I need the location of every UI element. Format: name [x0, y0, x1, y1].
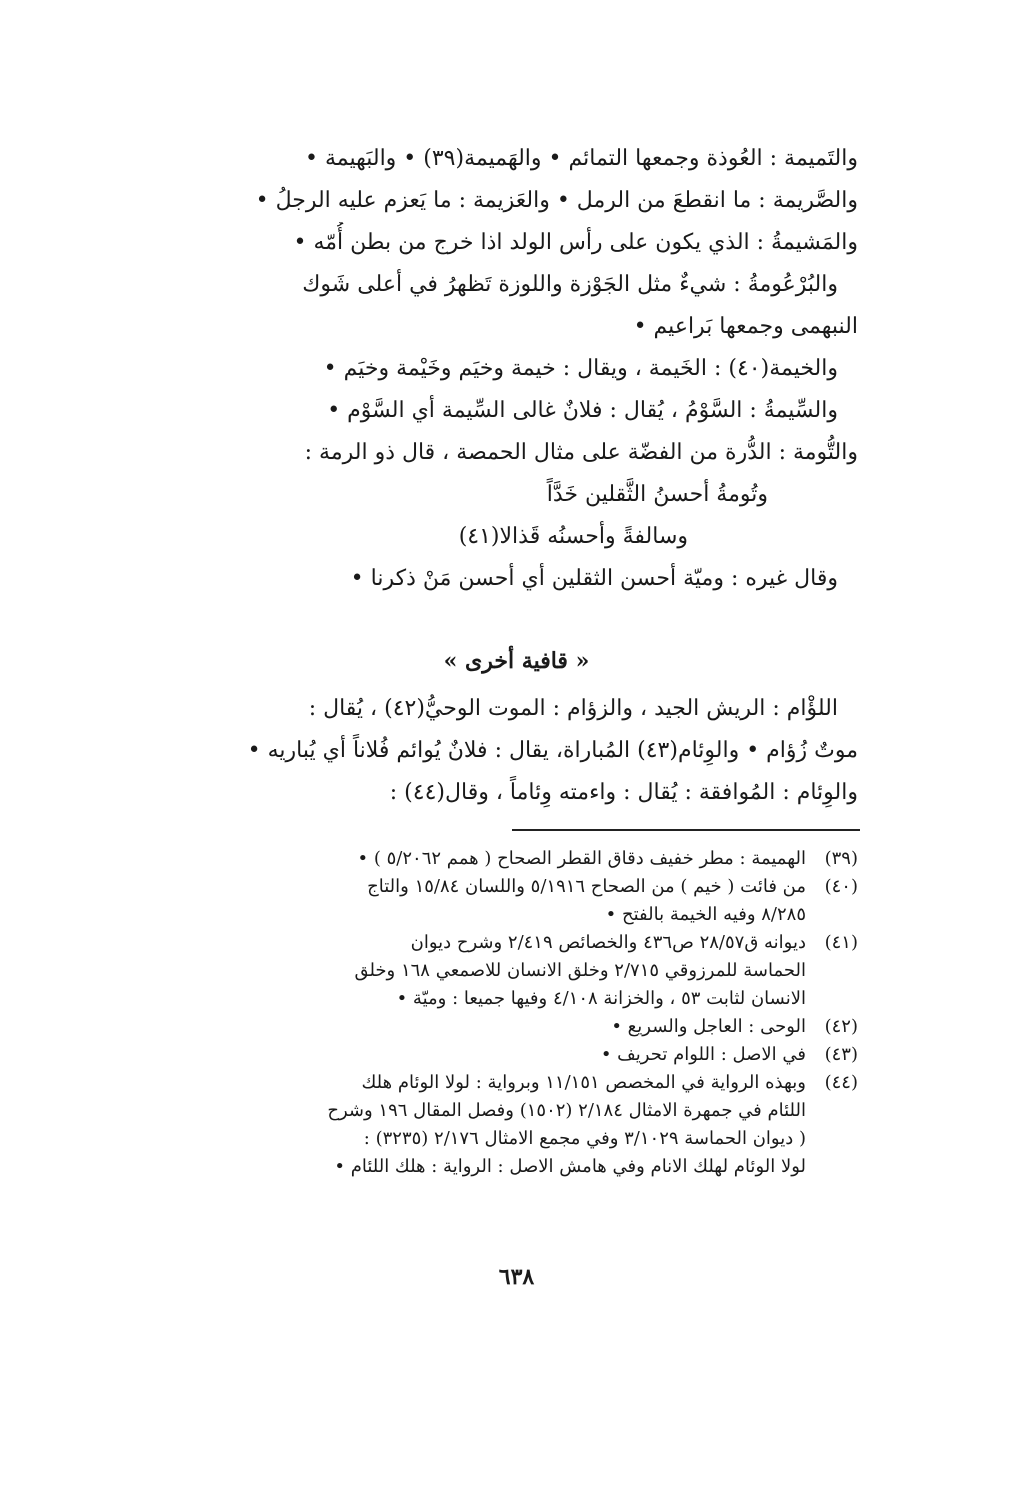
- footnote-text: في الاصل : اللوام تحريف •: [600, 1044, 806, 1065]
- footnote-text: من فائت ( خيم ) من الصحاح ٥/١٩١٦ واللسان ١٥/٨٤ والتاج: [367, 876, 806, 897]
- page-number: ٦٣٨: [498, 1264, 535, 1290]
- footnote-divider: [512, 829, 860, 831]
- footnote-number: (٤٠): [824, 876, 858, 897]
- text-line: والصَّريمة : ما انقطعَ من الرمل • والعَزيمة : ما يَعزم عليه الرجلُ •: [255, 188, 858, 213]
- footnote-42: [168, 1013, 858, 1041]
- text-line: والتُّومة : الدُّرة من الفضّة على مثال الحمصة ، قال ذو الرمة :: [304, 440, 858, 465]
- footnote-text: لولا الوئام لهلك الانام وفي هامش الاصل : الرواية : هلك اللئام •: [334, 1156, 806, 1177]
- footnote-number: (٤٤): [824, 1072, 858, 1093]
- footnote-number: (٣٩): [824, 848, 858, 869]
- text-line: والتَميمة : العُوذة وجمعها التمائم • والهَميمة(٣٩) • والبَهيمة •: [304, 146, 858, 171]
- text-line: اللؤْام : الريش الجيد ، والزؤام : الموت الوحيُّ(٤٢) ، يُقال :: [308, 696, 838, 721]
- verse-line: وتُومةُ أحسنُ الثَّقلين خَدَّاً: [546, 482, 768, 507]
- text-line: وقال غيره : وميّة أحسن الثقلين أي أحسن مَنْ ذكرنا •: [350, 566, 838, 591]
- footnote-number: (٤١): [824, 932, 858, 953]
- footnote-text: ديوانه ق٢٨/٥٧ ص٤٣٦ والخصائص ٢/٤١٩ وشرح ديوان: [410, 932, 806, 953]
- footnote-text: الوحى : العاجل والسريع •: [611, 1016, 806, 1037]
- footnote-number: (٤٢): [824, 1016, 858, 1037]
- footnote-text: الانسان لثابت ٥٣ ، والخزانة ٤/١٠٨ وفيها جميعا : وميّة •: [396, 988, 806, 1009]
- footnote-43: [168, 1041, 858, 1069]
- text-line: والسِّيمةُ : السَّوْمُ ، يُقال : فلانٌ غالى السِّيمة أي السَّوْم •: [327, 398, 838, 423]
- footnote-text: اللئام في جمهرة الامثال ٢/١٨٤ (١٥٠٢) وفصل المقال ١٩٦ وشرح: [327, 1100, 806, 1121]
- footnote-41: [168, 929, 858, 1013]
- footnote-44: [168, 1069, 858, 1181]
- text-line: موتٌ زُؤام • والوِئام(٤٣) المُباراة، يقال : فلانٌ يُوائم فُلاناً أي يُباريه •: [247, 738, 858, 763]
- footnote-text: ٨/٢٨٥ وفيه الخيمة بالفتح •: [605, 904, 806, 925]
- footnote-text: الهميمة : مطر خفيف دقاق القطر الصحاح ( همم ٥/٢٠٦٢ ) •: [357, 848, 806, 869]
- text-line: والمَشيمةُ : الذي يكون على رأس الولد اذا خرج من بطن أُمّه •: [293, 230, 858, 255]
- verse-line: وسالفةً وأحسنُه قَذالا(٤١): [458, 524, 688, 549]
- footnote-number: (٤٣): [824, 1044, 858, 1065]
- footnotes-block: [168, 845, 858, 1181]
- section-heading: « قافية أخرى »: [443, 648, 590, 674]
- text-line: والبُرْعُومةُ : شيءٌ مثل الجَوْزة واللوزة تَظهرُ في أعلى شَوك: [302, 272, 838, 297]
- text-line: والخيمة(٤٠) : الخَيمة ، ويقال : خيمة وخيَم وخَيْمة وخيَم •: [323, 356, 838, 381]
- footnote-text: ( ديوان الحماسة ٣/١٠٢٩ وفي مجمع الامثال ٢/١٧٦ (٣٢٣٥) :: [363, 1128, 806, 1149]
- text-line: النبهمى وجمعها بَراعيم •: [633, 314, 858, 339]
- second-text-block: [168, 688, 858, 814]
- footnote-40: [168, 873, 858, 929]
- footnote-39: [168, 845, 858, 873]
- text-line: والوِئام : المُوافقة : يُقال : واءمته وِئاماً ، وقال(٤٤) :: [389, 780, 858, 805]
- footnote-text: وبهذه الرواية في المخصص ١١/١٥١ وبرواية : لولا الوئام هلك: [361, 1072, 806, 1093]
- main-text-block: [168, 138, 858, 600]
- footnote-text: الحماسة للمرزوقي ٢/٧١٥ وخلق الانسان للاصمعي ١٦٨ وخلق: [354, 960, 806, 981]
